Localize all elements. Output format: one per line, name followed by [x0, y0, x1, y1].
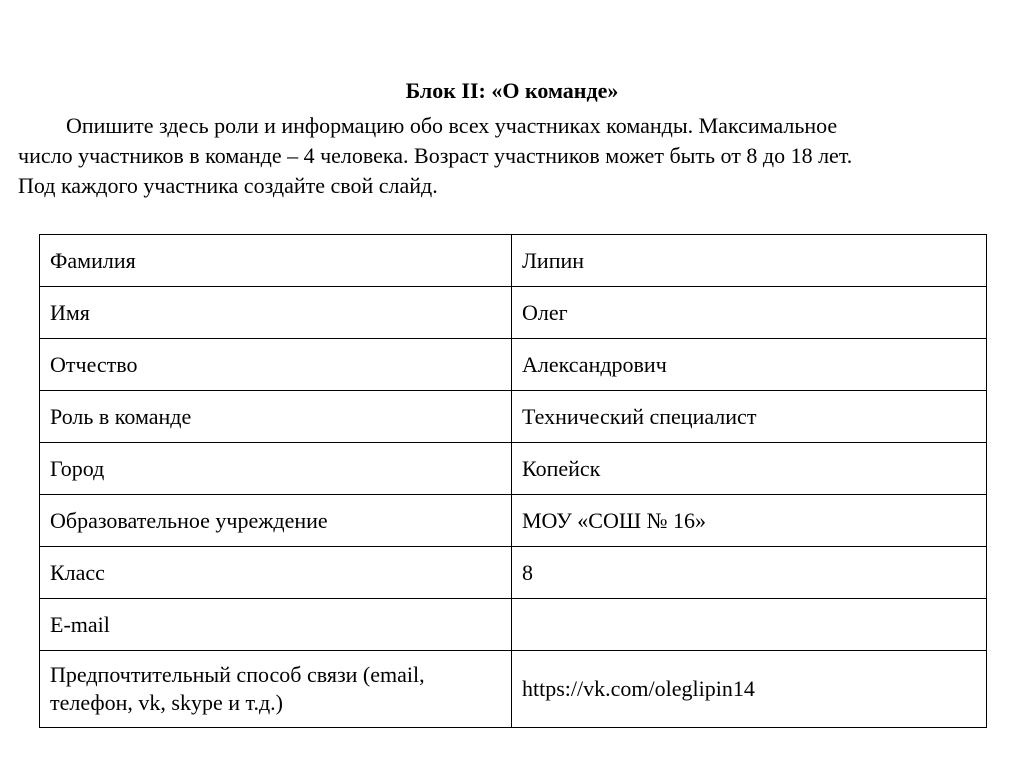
school-value: МОУ «СОШ № 16» [512, 495, 987, 547]
contact-method-value: https://vk.com/oleglipin14 [512, 651, 987, 728]
intro-paragraph [18, 111, 1008, 201]
school-label: Образовательное учреждение [40, 495, 512, 547]
table-row-contact-method [40, 651, 987, 728]
intro-line-1: Опишите здесь роли и информацию обо всех участниках команды. Максимальное [66, 113, 838, 138]
table-row-email [40, 599, 987, 651]
patronymic-label: Отчество [40, 339, 512, 391]
table-row-patronymic [40, 339, 987, 391]
first-name-label: Имя [40, 287, 512, 339]
intro-line-2: число участников в команде – 4 человека. Возраст участников может быть от 8 до 18 лет. [18, 143, 853, 168]
team-role-value: Технический специалист [512, 391, 987, 443]
member-info-table [39, 234, 987, 728]
team-role-label: Роль в команде [40, 391, 512, 443]
table-row-city [40, 443, 987, 495]
first-name-value: Олег [512, 287, 987, 339]
email-label: E-mail [40, 599, 512, 651]
grade-label: Класс [40, 547, 512, 599]
email-value [512, 599, 987, 651]
patronymic-value: Александрович [512, 339, 987, 391]
contact-method-label: Предпочтительный способ связи (email, телефон, vk, skype и т.д.) [40, 651, 512, 728]
table-row-grade [40, 547, 987, 599]
grade-value: 8 [512, 547, 987, 599]
surname-label: Фамилия [40, 235, 512, 287]
table-row-school [40, 495, 987, 547]
page-title: Блок II: «О команде» [405, 78, 619, 103]
intro-line-3: Под каждого участника создайте свой слайд. [18, 173, 438, 198]
table-row-first-name [40, 287, 987, 339]
surname-value: Липин [512, 235, 987, 287]
table-row-team-role [40, 391, 987, 443]
table-row-surname [40, 235, 987, 287]
city-label: Город [40, 443, 512, 495]
city-value: Копейск [512, 443, 987, 495]
